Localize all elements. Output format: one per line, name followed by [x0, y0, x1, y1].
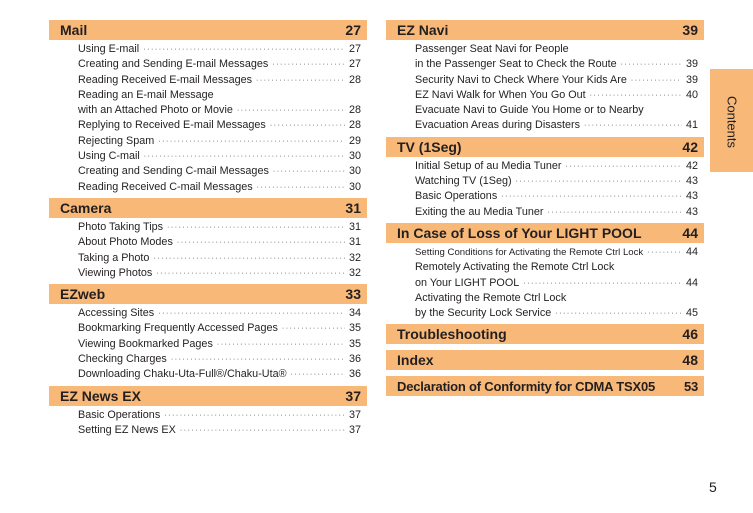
toc-entry-title: Initial Setup of au Media Tuner	[415, 159, 562, 172]
dot-leader	[272, 56, 345, 72]
section-declaration[interactable]	[386, 376, 704, 396]
toc-entry-title: Using E-mail	[78, 43, 140, 55]
toc-entry-title: Reading Received E-mail Messages	[78, 73, 253, 86]
dot-leader	[631, 72, 682, 88]
toc-entry[interactable]	[49, 235, 367, 250]
toc-entry-page: 31	[348, 236, 361, 249]
toc-entry-title: Using C-mail	[78, 150, 140, 163]
toc-entry-page: 39	[685, 73, 698, 86]
toc-entry-page: 44	[685, 245, 698, 258]
toc-entry[interactable]	[49, 423, 367, 438]
section-page: 33	[345, 286, 361, 303]
toc-entry-page: 39	[685, 58, 698, 71]
section-title: Camera	[60, 199, 112, 216]
toc-entry-page: 30	[348, 165, 361, 178]
section-page: 27	[345, 22, 361, 38]
toc-entry-title: Replying to Received E-mail Messages	[78, 119, 266, 132]
section-ezweb[interactable]	[49, 284, 367, 304]
toc-right-column	[386, 20, 704, 396]
toc-entry-page: 35	[348, 337, 361, 350]
toc-entry[interactable]	[49, 306, 367, 321]
section-entries	[49, 40, 367, 198]
dot-leader	[177, 234, 345, 250]
dot-leader	[555, 305, 682, 321]
section-title: EZweb	[60, 286, 106, 303]
toc-entry-page: 36	[348, 353, 361, 366]
toc-entry[interactable]	[386, 42, 704, 57]
toc-entry-title: with an Attached Photo or Movie	[78, 104, 233, 117]
toc-entry[interactable]	[386, 174, 704, 189]
dot-leader	[180, 422, 345, 438]
section-page: 46	[682, 326, 698, 343]
dot-leader	[143, 41, 345, 57]
toc-entry-page: 36	[348, 368, 361, 381]
toc-entry-page: 44	[685, 276, 698, 289]
toc-entry-title: in the Passenger Seat to Check the Route	[415, 58, 617, 71]
toc-entry[interactable]	[386, 291, 704, 306]
section-loss[interactable]	[386, 223, 704, 243]
dot-leader	[547, 204, 682, 220]
toc-entry[interactable]	[49, 251, 367, 266]
toc-entry[interactable]	[49, 408, 367, 423]
section-title: TV (1Seg)	[397, 138, 462, 155]
toc-entry-page: 28	[348, 104, 361, 117]
toc-entry-title: Setting Conditions for Activating the Remote Ctrl Lock	[415, 246, 644, 258]
dot-leader	[523, 275, 682, 291]
toc-entry-title: EZ Navi Walk for When You Go Out	[415, 88, 586, 101]
dot-leader	[273, 163, 345, 179]
toc-entry-title: Checking Charges	[78, 353, 167, 366]
toc-entry[interactable]	[386, 88, 704, 103]
dot-leader	[590, 87, 682, 103]
toc-entry[interactable]	[386, 159, 704, 174]
section-title: Declaration of Conformity for CDMA TSX05	[397, 378, 656, 394]
toc-entry-title: Reading Received C-mail Messages	[78, 180, 253, 193]
toc-entry-title: Passenger Seat Navi for People	[415, 43, 569, 55]
toc-entry-title: Basic Operations	[415, 190, 498, 203]
toc-entry-page: 32	[348, 266, 361, 279]
page-number: 5	[709, 479, 717, 495]
toc-entry-title: Viewing Photos	[78, 266, 153, 279]
dot-leader	[158, 133, 345, 149]
toc-entry-title: Photo Taking Tips	[78, 220, 164, 233]
toc-entry[interactable]	[386, 103, 704, 118]
toc-entry-title: Creating and Sending E-mail Messages	[78, 58, 269, 71]
toc-entry-title: Evacuate Navi to Guide You Home or to Nearby	[415, 104, 644, 117]
toc-entry-title: Watching TV (1Seg)	[415, 175, 512, 188]
dot-leader	[282, 320, 345, 336]
dot-leader	[158, 305, 345, 321]
toc-entry-title: Reading an E-mail Message	[78, 88, 214, 101]
toc-entry[interactable]	[386, 57, 704, 72]
toc-entry[interactable]	[49, 367, 367, 382]
dot-leader	[156, 265, 345, 281]
toc-entry[interactable]	[49, 149, 367, 164]
section-entries	[386, 40, 704, 137]
section-page: 53	[683, 378, 698, 394]
toc-entry-page: 45	[685, 307, 698, 320]
section-entries	[386, 243, 704, 324]
dot-leader	[291, 366, 345, 382]
section-entries	[49, 304, 367, 385]
toc-entry-title: Basic Operations	[78, 408, 161, 421]
toc-entry-page: 28	[348, 73, 361, 86]
toc-entry-title: on Your LIGHT POOL	[415, 276, 520, 289]
section-page: 44	[682, 224, 698, 241]
toc-entry-title: Rejecting Spam	[78, 134, 155, 147]
toc-entry-page: 40	[685, 88, 698, 101]
section-title: EZ Navi	[397, 22, 449, 38]
contents-label-text: Contents	[724, 95, 740, 149]
section-page: 42	[682, 138, 698, 155]
section-title: Mail	[60, 22, 88, 38]
dot-leader	[256, 72, 345, 88]
toc-entry-title: Activating the Remote Ctrl Lock	[415, 291, 567, 304]
toc-entry-page: 37	[348, 423, 361, 436]
toc-entry-page: 29	[348, 134, 361, 147]
toc-entry-page: 42	[685, 159, 698, 172]
dot-leader	[584, 117, 682, 133]
section-entries	[49, 406, 367, 442]
toc-entry-page: 41	[685, 119, 698, 132]
toc-entry[interactable]	[386, 118, 704, 133]
toc-entry-page: 27	[348, 58, 361, 71]
toc-entry-title: Creating and Sending C-mail Messages	[78, 165, 269, 178]
dot-leader	[217, 336, 345, 352]
toc-entry[interactable]	[386, 205, 704, 220]
toc-entry[interactable]	[49, 266, 367, 281]
toc-entry-page: 30	[348, 150, 361, 163]
toc-entry[interactable]	[386, 245, 704, 260]
section-title: Troubleshooting	[397, 326, 507, 343]
toc-entry-page: 27	[348, 43, 361, 55]
section-page: 48	[682, 352, 698, 369]
toc-entry[interactable]	[386, 189, 704, 204]
dot-leader	[621, 56, 682, 72]
toc-entry[interactable]	[49, 220, 367, 235]
dot-leader	[171, 351, 345, 367]
toc-entry[interactable]	[49, 118, 367, 133]
section-troubleshooting[interactable]	[386, 324, 704, 344]
toc-entry-page: 32	[348, 251, 361, 264]
toc-entry[interactable]	[49, 103, 367, 118]
toc-entry-page: 34	[348, 307, 361, 320]
toc-entry[interactable]	[49, 180, 367, 195]
toc-entry-title: Exiting the au Media Tuner	[415, 205, 544, 218]
section-tv[interactable]	[386, 137, 704, 157]
dot-leader	[144, 148, 345, 164]
section-entries	[49, 218, 367, 284]
toc-entry[interactable]	[49, 73, 367, 88]
toc-entry-title: Remotely Activating the Remote Ctrl Lock	[415, 261, 615, 274]
section-title: Index	[397, 352, 434, 369]
toc-entry[interactable]	[386, 260, 704, 275]
toc-entry-page: 37	[348, 408, 361, 421]
toc-entry[interactable]	[49, 321, 367, 336]
toc-entry[interactable]	[49, 57, 367, 72]
section-ez-news-ex[interactable]	[49, 386, 367, 406]
dot-leader	[501, 188, 682, 204]
section-title: In Case of Loss of Your LIGHT POOL	[397, 224, 642, 241]
dot-leader	[516, 173, 682, 189]
toc-entry-page: 43	[685, 205, 698, 218]
toc-entry[interactable]	[49, 134, 367, 149]
toc-entry-page: 35	[348, 322, 361, 335]
section-camera[interactable]	[49, 198, 367, 218]
contents-tab-label	[712, 62, 752, 182]
section-ez-navi[interactable]	[386, 20, 704, 40]
toc-entry[interactable]	[49, 352, 367, 367]
toc-entry[interactable]	[49, 164, 367, 179]
toc-entry-title: by the Security Lock Service	[415, 307, 552, 320]
toc-entry-title: Downloading Chaku-Uta-Full®/Chaku-Uta®	[78, 368, 287, 381]
toc-entry-title: Setting EZ News EX	[78, 423, 176, 436]
toc-entry-page: 31	[348, 220, 361, 233]
toc-entry-page: 28	[348, 119, 361, 132]
dot-leader	[565, 158, 682, 174]
dot-leader	[237, 102, 345, 118]
toc-entry-page: 43	[685, 190, 698, 203]
dot-leader	[164, 407, 345, 423]
dot-leader	[257, 179, 345, 195]
toc-entry-title: Evacuation Areas during Disasters	[415, 119, 581, 132]
toc-entry-title: Viewing Bookmarked Pages	[78, 337, 213, 350]
section-title: EZ News EX	[60, 387, 141, 404]
toc-entry[interactable]	[49, 337, 367, 352]
toc-entry-page: 30	[348, 180, 361, 193]
toc-entry-title: Bookmarking Frequently Accessed Pages	[78, 322, 278, 335]
toc-entry-title: Security Navi to Check Where Your Kids Are	[415, 73, 627, 86]
toc-entry-title: About Photo Modes	[78, 236, 173, 249]
dot-leader	[167, 219, 345, 235]
toc-entry[interactable]	[49, 42, 367, 57]
dot-leader	[153, 250, 345, 266]
toc-entry-title: Taking a Photo	[78, 251, 150, 264]
toc-entry-page: 43	[685, 175, 698, 188]
section-index[interactable]	[386, 350, 704, 370]
section-page: 31	[345, 199, 361, 216]
toc-left-column	[49, 20, 367, 441]
toc-entry[interactable]	[386, 73, 704, 88]
toc-entry[interactable]	[386, 276, 704, 291]
section-mail[interactable]	[49, 20, 367, 40]
toc-entry-title: Accessing Sites	[78, 307, 155, 320]
section-page: 37	[345, 387, 361, 404]
dot-leader	[647, 244, 682, 260]
toc-entry[interactable]	[49, 88, 367, 103]
section-entries	[386, 157, 704, 223]
dot-leader	[270, 117, 345, 133]
toc-entry[interactable]	[386, 306, 704, 321]
section-page: 39	[682, 22, 698, 38]
